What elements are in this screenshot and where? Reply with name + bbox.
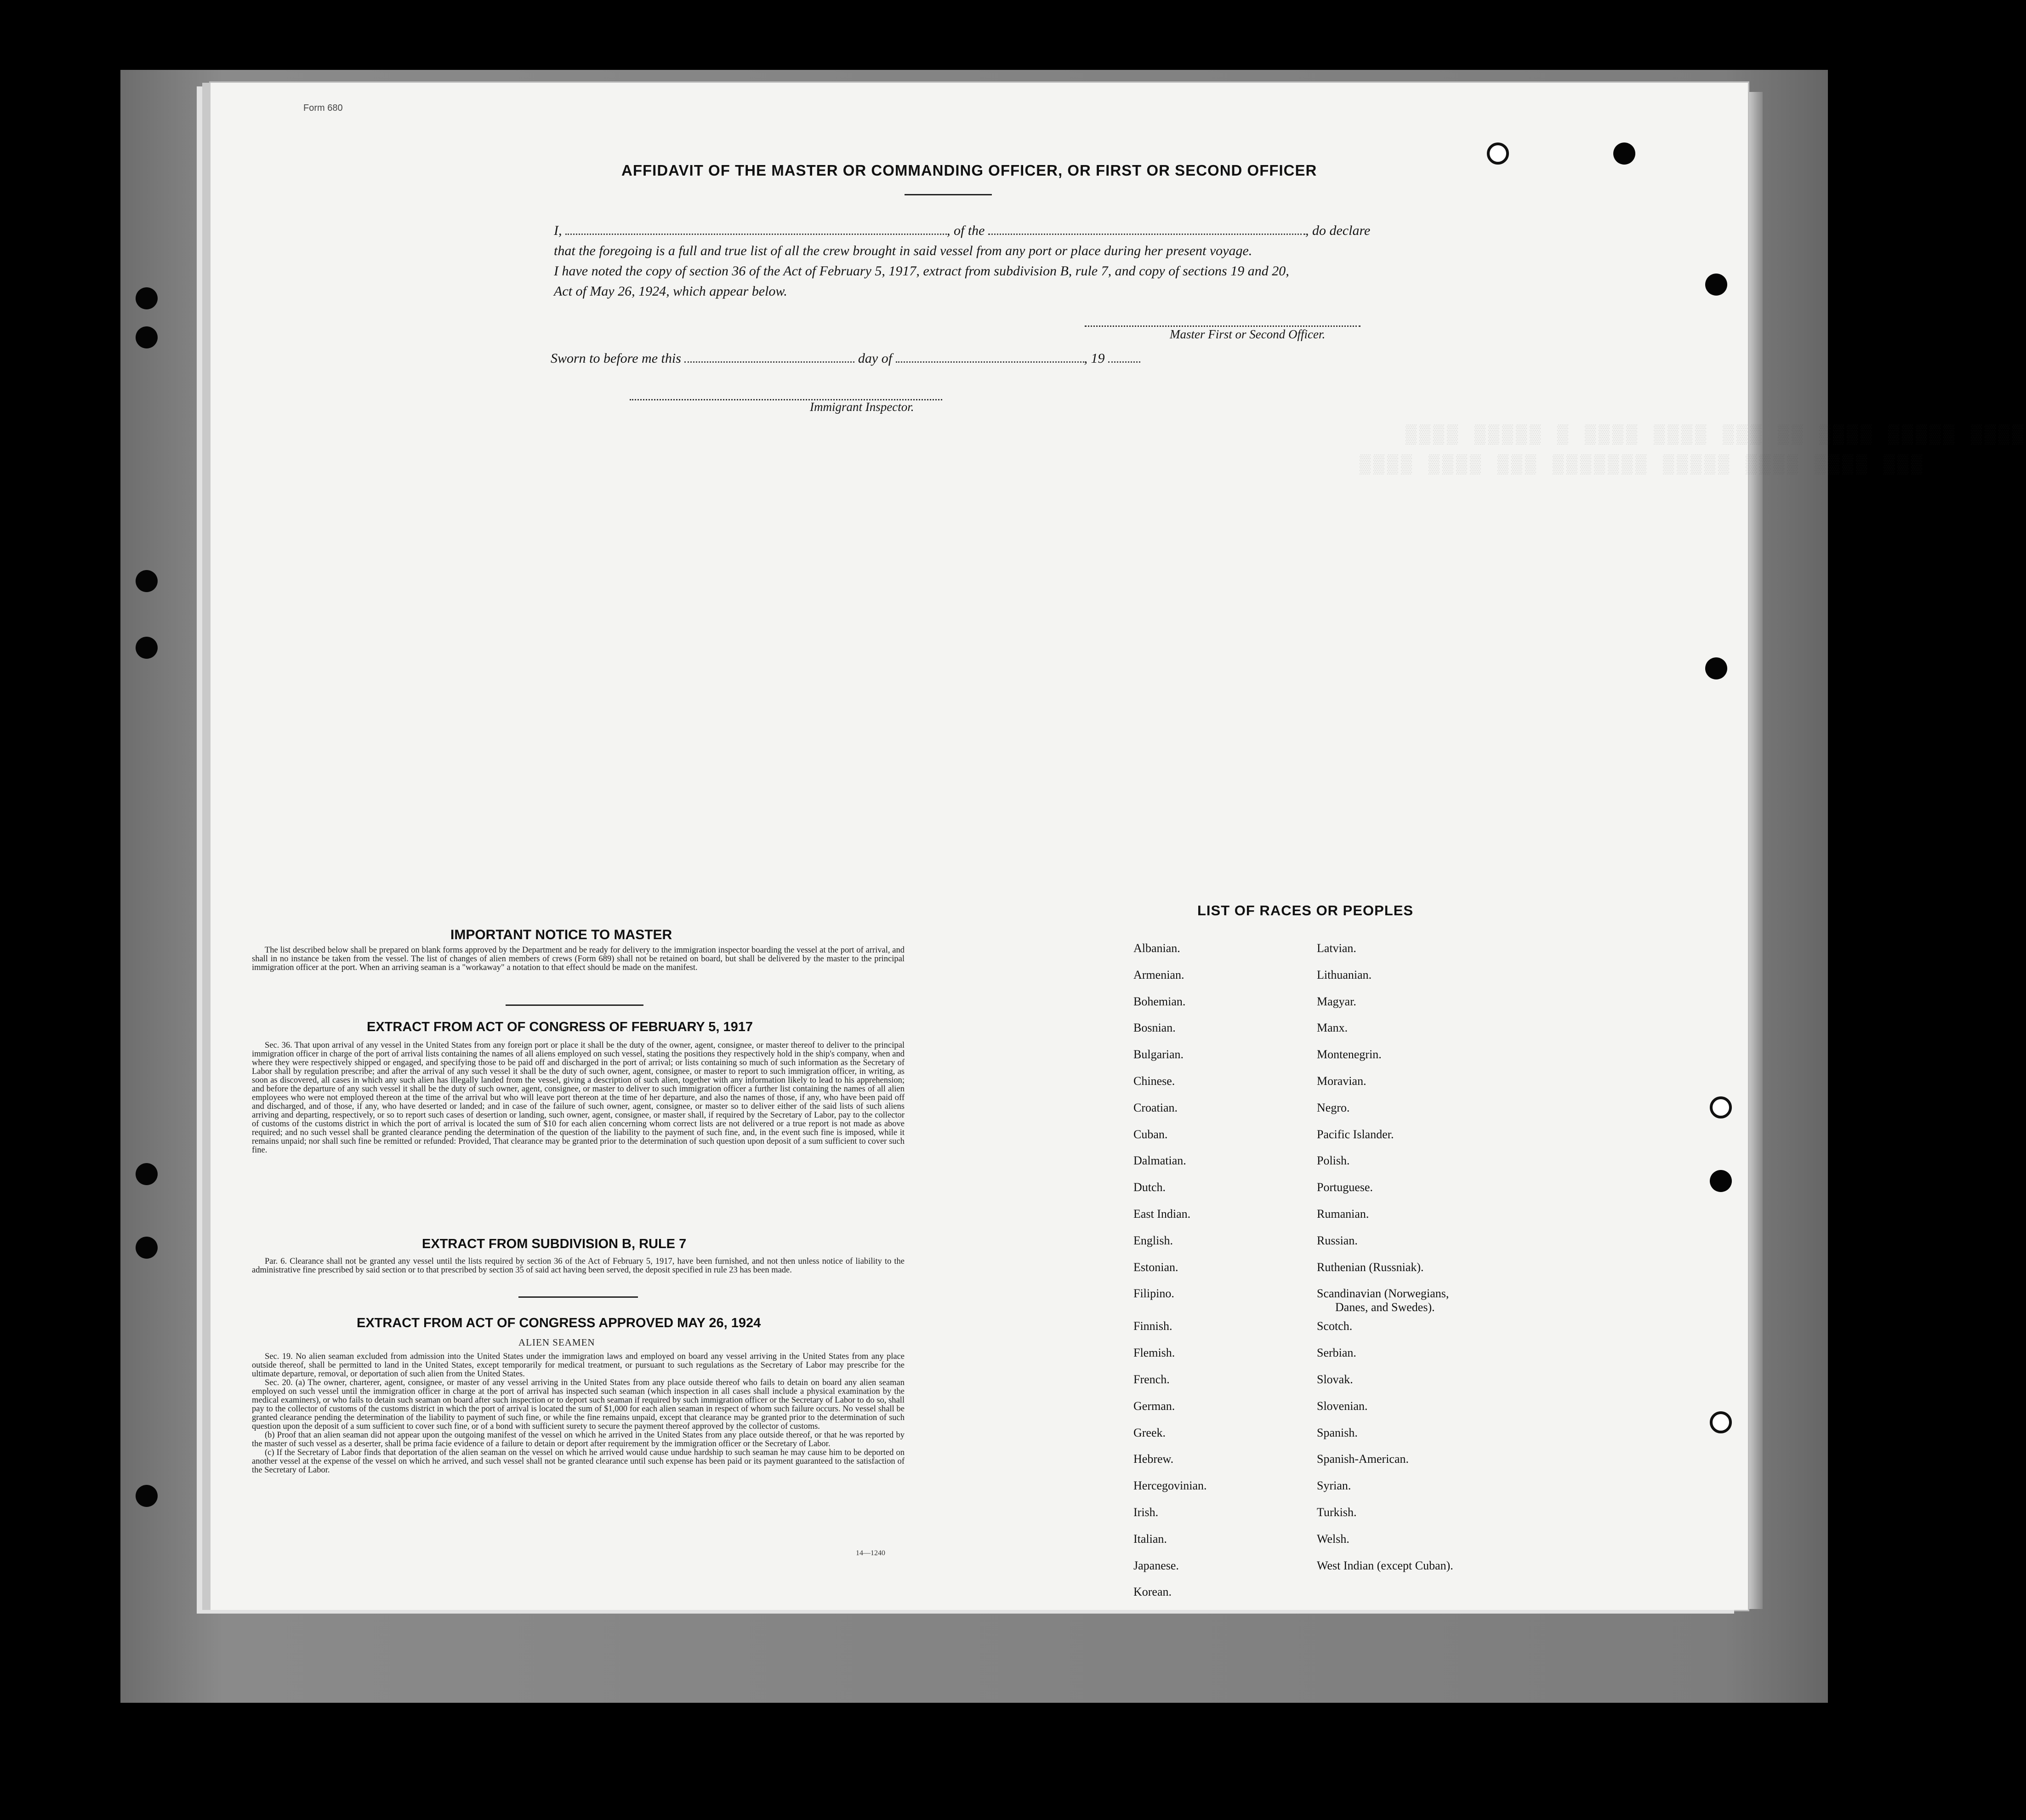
affidavit-title: AFFIDAVIT OF THE MASTER OR COMMANDING OFFICER, OR FIRST OR SECOND OFFICER [621, 162, 1317, 179]
list-item: French. [1133, 1372, 1170, 1386]
list-item: Negro. [1317, 1101, 1350, 1114]
list-item: Russian. [1317, 1233, 1358, 1247]
list-item: Bohemian. [1133, 994, 1186, 1008]
list-item: Hebrew. [1133, 1452, 1174, 1466]
punch-hole-icon [136, 287, 158, 309]
list-item: West Indian (except Cuban). [1317, 1558, 1453, 1572]
sec20c-text: (c) If the Secretary of Labor finds that deportation of the alien seaman on the vessel on which he arrived would cause undue hardship to such seaman he may cause him to be deported on another vessel at the expense of the vessel on which he arrived, and such vessel shall not be granted clearance until such expense has been paid or its payment guaranteed to the satisfaction of the Secretary of Labor. [252, 1448, 905, 1475]
list-item: Turkish. [1317, 1505, 1357, 1519]
list-item: Slovenian. [1317, 1399, 1368, 1413]
alien-seamen-subtitle: ALIEN SEAMEN [518, 1337, 595, 1348]
list-item: Ruthenian (Russniak). [1317, 1260, 1424, 1274]
list-item: Lithuanian. [1317, 968, 1372, 981]
ring-hole-icon [1710, 1096, 1732, 1118]
punch-hole-icon [1705, 657, 1727, 679]
punch-hole-icon [136, 570, 158, 592]
notice-divider [506, 1004, 643, 1006]
list-item: English. [1133, 1233, 1173, 1247]
affidavit-line-3: I have noted the copy of section 36 of the Act of February 5, 1917, extract from subdivision B, rule 7, and copy of sections 19 and 20, [554, 263, 1289, 279]
affidavit-line-4: Act of May 26, 1924, which appear below. [554, 284, 787, 299]
sworn-month-field[interactable] [896, 349, 1084, 363]
affidavit-line-1: I, , of the , do declare [554, 221, 1409, 241]
sworn-line: Sworn to before me this day of , 19 [551, 349, 1140, 366]
list-item: Syrian. [1317, 1479, 1351, 1493]
list-item: Hercegovinian. [1133, 1479, 1207, 1493]
list-item: Croatian. [1133, 1101, 1178, 1114]
list-item: Latvian. [1317, 941, 1356, 955]
master-signature-line[interactable] [1085, 325, 1360, 327]
extract-rule7-body: Par. 6. Clearance shall not be granted any vessel until the lists required by section 36 of the Act of February 5, 1917, have been furnished, and not then unless notice of liability to the administrative fine prescribed by said section or to that prescribed by section 35 of said act having been served, the deposit specified in rule 23 has been made. [252, 1257, 905, 1275]
list-item: Greek. [1133, 1426, 1166, 1439]
ring-hole-icon [1487, 143, 1509, 165]
list-item: Korean. [1133, 1585, 1172, 1599]
rule7-divider [518, 1296, 638, 1298]
punch-hole-icon [136, 1237, 158, 1259]
form-number: Form 680 [303, 103, 343, 113]
list-item: Pacific Islander. [1317, 1127, 1394, 1141]
extract-1917-body: Sec. 36. That upon arrival of any vessel in the United States from any foreign port or place it shall be the duty of the owner, agent, consignee, or master thereof to deliver to the principal immigration officer in charge of the port of arrival lists containing the names of all aliens employed on such vessel, stating the positions they respectively hold in the ship's company, when and where they were respectively shipped or engaged, and specifying those to be paid off and discharged in the port of arrival; or lists containing so much of such information as the Secretary of Labor shall by regulation prescribe; and after the arrival of any such vessel it shall be the duty of such owner, agent, consignee, or master to report to such immigration officer, in writing, as soon as discovered, all cases in which any such alien has illegally landed from the vessel, giving a description of such alien, together with any information likely to lead to his apprehension; and before the departure of any such vessel it shall be the duty of such owner, agent, consignee, or master to deliver to such immigration officer a further list containing the names of all alien employees who were not employed thereon at the time of the arrival but who will leave port thereon at the time of her departure, and also the names of those, if any, who have been paid off and discharged, and of those, if any, who have deserted or landed; and in case of the failure of such owner, agent, consignee, or master so to deliver either of the said lists of such aliens arriving and departing, respectively, or so to report such cases of desertion or landing, such owner, agent, consignee, or master shall, if required by the Secretary of Labor, pay to the collector of customs of the customs district in which the port of arrival is located the sum of $10 for each alien concerning whom correct lists are not delivered or a true report is not made as above required; and no such vessel shall be granted clearance pending the determination of the question of the liability to the payment of such fine, and, in the event such fine is imposed, while it remains unpaid; nor shall such fine be remitted or refunded: Provided, That clearance may be granted prior to the determination of such question upon deposit of a sum sufficient to cover such fine. [252, 1041, 905, 1155]
sec19-text: Sec. 19. No alien seaman excluded from admission into the United States under the immigration laws and employed on board any vessel arriving in the United States from any place outside thereof, shall be permitted to land in the United States, except temporarily for medical treatment, or pursuant to such regulations as the Secretary of Labor may prescribe for the ultimate departure, removal, or deportation of such alien from the United States. [252, 1352, 905, 1379]
list-item: Spanish. [1317, 1426, 1358, 1439]
list-item: Manx. [1317, 1021, 1348, 1035]
document-sheet: ▒▒▒▒ ▒▒▒▒▒ ▒ ▒▒▒▒ ▒▒▒▒ ▒▒▒ ▒▒ ▒▒▒▒ ▒▒▒▒▒ ▒▒▒▒ ▒▒▒▒ ▒▒▒▒ ▒▒▒ ▒▒▒▒▒▒▒ ▒▒▒▒▒ ▒▒▒▒ ▒▒▒▒ ▒▒▒ [211, 83, 1748, 1610]
list-item: Chinese. [1133, 1074, 1175, 1088]
list-item: Magyar. [1317, 994, 1356, 1008]
list-item: Scotch. [1317, 1319, 1353, 1333]
form-code: 14—1240 [856, 1549, 885, 1557]
list-item: Serbian. [1317, 1346, 1356, 1360]
list-item: Bulgarian. [1133, 1048, 1184, 1061]
punch-hole-icon [1705, 274, 1727, 296]
punch-hole-icon [1710, 1170, 1732, 1192]
list-item: Irish. [1133, 1505, 1159, 1519]
list-item: Portuguese. [1317, 1181, 1373, 1194]
list-item: Scandinavian (Norwegians, Danes, and Swedes). [1317, 1287, 1449, 1314]
list-item: Dutch. [1133, 1181, 1166, 1194]
punch-hole-icon [136, 1485, 158, 1507]
punch-hole-icon [1613, 143, 1635, 165]
races-list-right [1317, 941, 1453, 1585]
list-item: Montenegrin. [1317, 1048, 1382, 1061]
sec20b-text: (b) Proof that an alien seaman did not appear upon the outgoing manifest of the vessel on which he arrived in the United States from any place outside thereof, or that he was reported by the master of such vessel as a deserter, shall be prima facie evidence of a failure to detain or deport after requirement by the immigration officer or the Secretary of Labor. [252, 1431, 905, 1449]
extract-1924-title: EXTRACT FROM ACT OF CONGRESS APPROVED MAY 26, 1924 [357, 1316, 761, 1330]
title-divider [905, 194, 992, 195]
master-signature-label: Master First or Second Officer. [1170, 327, 1326, 341]
list-item: Japanese. [1133, 1558, 1179, 1572]
list-item: Welsh. [1317, 1532, 1349, 1546]
punch-hole-icon [136, 1163, 158, 1185]
list-item: Polish. [1317, 1154, 1350, 1168]
affidavit-body [554, 221, 1409, 302]
list-item: Spanish-American. [1317, 1452, 1409, 1466]
list-item: Estonian. [1133, 1260, 1178, 1274]
extract-1917-title: EXTRACT FROM ACT OF CONGRESS OF FEBRUARY 5, 1917 [367, 1020, 753, 1034]
punch-hole-icon [136, 637, 158, 659]
extract-1924-body [252, 1352, 905, 1475]
races-list-left [1133, 941, 1207, 1612]
notice-body: The list described below shall be prepared on blank forms approved by the Department and be ready for delivery to the immigration inspector boarding the vessel at the port of arrival, and shall in no instance be taken from the vessel. The list of changes of alien members of crews (Form 689) shall not be retained on board, but shall be delivered by the master to the principal immigration officer at the port. When an arriving seaman is a "workaway" a notation to that effect should be made on the manifest. [252, 946, 905, 972]
ring-hole-icon [1710, 1411, 1732, 1433]
sworn-date-field[interactable] [684, 349, 854, 363]
list-item: Rumanian. [1317, 1207, 1369, 1221]
vessel-field[interactable] [988, 222, 1305, 235]
list-item: Albanian. [1133, 941, 1180, 955]
list-item: Italian. [1133, 1532, 1167, 1546]
list-item: Moravian. [1317, 1074, 1366, 1088]
notice-title: IMPORTANT NOTICE TO MASTER [450, 927, 672, 942]
list-item: Slovak. [1317, 1372, 1353, 1386]
sworn-year-field[interactable] [1108, 349, 1140, 363]
list-item: East Indian. [1133, 1207, 1191, 1221]
inspector-label: Immigrant Inspector. [810, 400, 914, 414]
list-item: Armenian. [1133, 968, 1184, 981]
punch-hole-icon [136, 326, 158, 348]
list-item: Dalmatian. [1133, 1154, 1186, 1168]
sec20a-text: Sec. 20. (a) The owner, charterer, agent, consignee, or master of any vessel arriving in the United States from any place outside thereof who fails to detain on board any alien seaman employed on such vessel until the immigration officer in charge at the port of arrival has inspected such seaman (which inspection in all cases shall include a physical examination by the medical examiners), or who fails to detain such seaman on board after such inspection or to deport such seaman if required by such immigration officer or the Secretary of Labor to do so, shall pay to the collector of customs of the customs district in which the port of arrival is located the sum of $1,000 for each alien seaman in respect of whom such failure occurs. No vessel shall be granted clearance pending the determination of the liability to payment of such fine, or while the fine remains unpaid, except that clearance may be granted prior to the determination of such question upon the deposit of a sum sufficient to cover such fine, or of a bond with sufficient surety to secure the payment thereof approved by the collector of customs. [252, 1378, 905, 1431]
list-item: Flemish. [1133, 1346, 1175, 1360]
list-item: Bosnian. [1133, 1021, 1176, 1035]
name-field[interactable] [565, 222, 947, 235]
races-title: LIST OF RACES OR PEOPLES [1197, 902, 1414, 919]
list-item: Cuban. [1133, 1127, 1168, 1141]
list-item: German. [1133, 1399, 1175, 1413]
list-item: Finnish. [1133, 1319, 1172, 1333]
affidavit-line-2: that the foregoing is a full and true list of all the crew brought in said vessel from any port or place during her present voyage. [554, 243, 1252, 258]
list-item: Filipino. [1133, 1287, 1174, 1301]
extract-rule7-title: EXTRACT FROM SUBDIVISION B, RULE 7 [422, 1237, 687, 1251]
